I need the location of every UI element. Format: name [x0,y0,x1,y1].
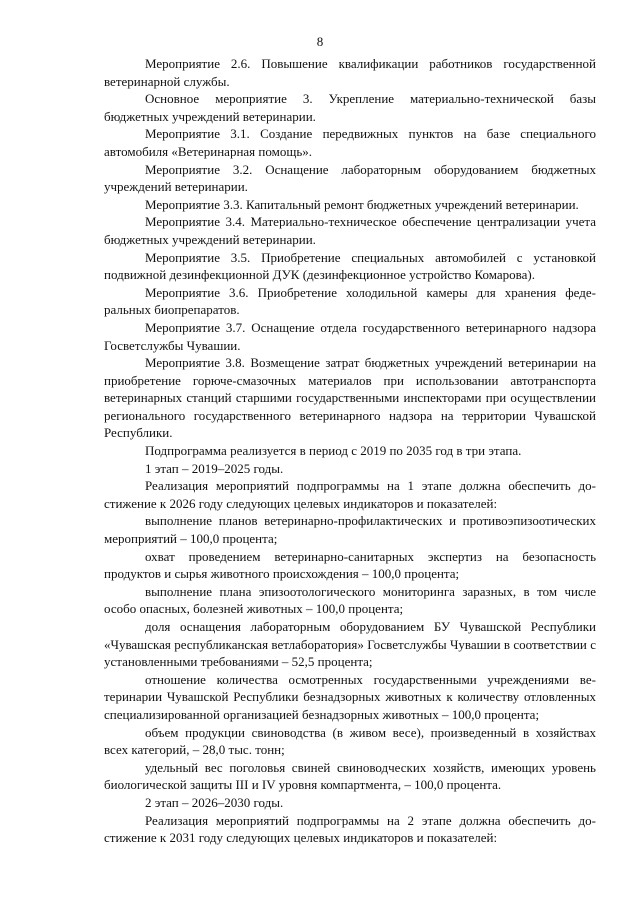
paragraph-measure-3-3: Мероприятие 3.3. Капитальный ремонт бюджетных учреждений ветеринарии. [145,196,579,212]
paragraph-measure-3-4: Мероприятие 3.4. Материально-техническое обеспечение централизации учета бюджетных учреждений ветеринарии. [104,214,596,247]
paragraph-measure-2-6: Мероприятие 2.6. Повышение квалификации работников государственной ветеринарной службы. [104,56,596,89]
indicator-stray-animals: отношение количества осмотренных государственными учреждениями ветеринарии Чувашской Республики безнадзорных животных к количеству отловленных специализированной организацией безнадзорных животных – 100,0 процента; [104,671,596,722]
indicator-sanitary-expertise: охват проведением ветеринарно-санитарных экспертиз на безопасность продуктов и сырья животного происхождения – 100,0 процента; [104,548,596,582]
indicator-pork-production: объем продукции свиноводства (в живом весе), произведенный в хозяйствах всех категорий, – 28,0 тыс. тонн; [104,724,596,758]
paragraph-measure-3-2: Мероприятие 3.2. Оснащение лабораторным оборудованием бюджетных учреждений ветеринарии. [104,161,596,195]
paragraph-implementation-period: Подпрограмма реализуется в период с 2019 по 2035 год в три этапа. [145,443,522,459]
indicator-vet-plans: выполнение планов ветеринарно-профилактических и противоэпизоотических мероприятий – 100,0 процента; [104,513,596,547]
indicator-biosecurity: удельный вес поголовья свиней свиноводческих хозяйств, имеющих уровень биологической защиты III и IV уровня компартмента, – 100,0 процента. [104,759,596,793]
paragraph-stage-2: 2 этап – 2026–2030 годы. [145,794,284,810]
paragraph-measure-3-1: Мероприятие 3.1. Создание передвижных пунктов на базе специального автомобиля «Ветеринарная помощь». [104,126,596,159]
indicator-lab-equipment: доля оснащения лабораторным оборудованием БУ Чувашской Республики «Чувашская республиканская ветлаборатория» Госветслужбы Чувашии в соответствии с установленными требованиями – 52,5 процента; [104,619,596,670]
paragraph-stage-1: 1 этап – 2019–2025 годы. [145,460,284,476]
indicator-monitoring: выполнение плана эпизоотологического мониторинга заразных, в том числе особо опасных, болезней животных – 100,0 процента; [104,583,596,617]
paragraph-stage-1-intro: Реализация мероприятий подпрограммы на 1 этапе должна обеспечить достижение к 2026 году следующих целевых индикаторов и показателей: [104,478,596,511]
paragraph-measure-3-7: Мероприятие 3.7. Оснащение отдела государственного ветеринарного надзора Госветслужбы Чувашии. [104,319,596,353]
paragraph-measure-3-6: Мероприятие 3.6. Приобретение холодильной камеры для хранения федеральных биопрепаратов. [104,284,596,318]
page-number: 8 [316,34,324,49]
paragraph-stage-2-intro: Реализация мероприятий подпрограммы на 2 этапе должна обеспечить достижение к 2031 году следующих целевых индикаторов и показателей: [104,812,596,846]
paragraph-measure-3-8: Мероприятие 3.8. Возмещение затрат бюджетных учреждений ветеринарии на приобретение горюче-смазочных материалов при использовании автотранспорта ветеринарных станций старшими государственными инспекторами при осуществлении регионального государственного ветеринарного надзора на территории Чувашской Республики. [104,355,596,441]
paragraph-measure-3-5: Мероприятие 3.5. Приобретение специальных автомобилей с установкой подвижной дезинфекционной ДУК (дезинфекционное устройство Комарова). [104,249,596,283]
paragraph-main-measure-3: Основное мероприятие 3. Укрепление материально-технической базы бюджетных учреждений ветеринарии. [104,91,596,124]
document-body [104,55,596,847]
